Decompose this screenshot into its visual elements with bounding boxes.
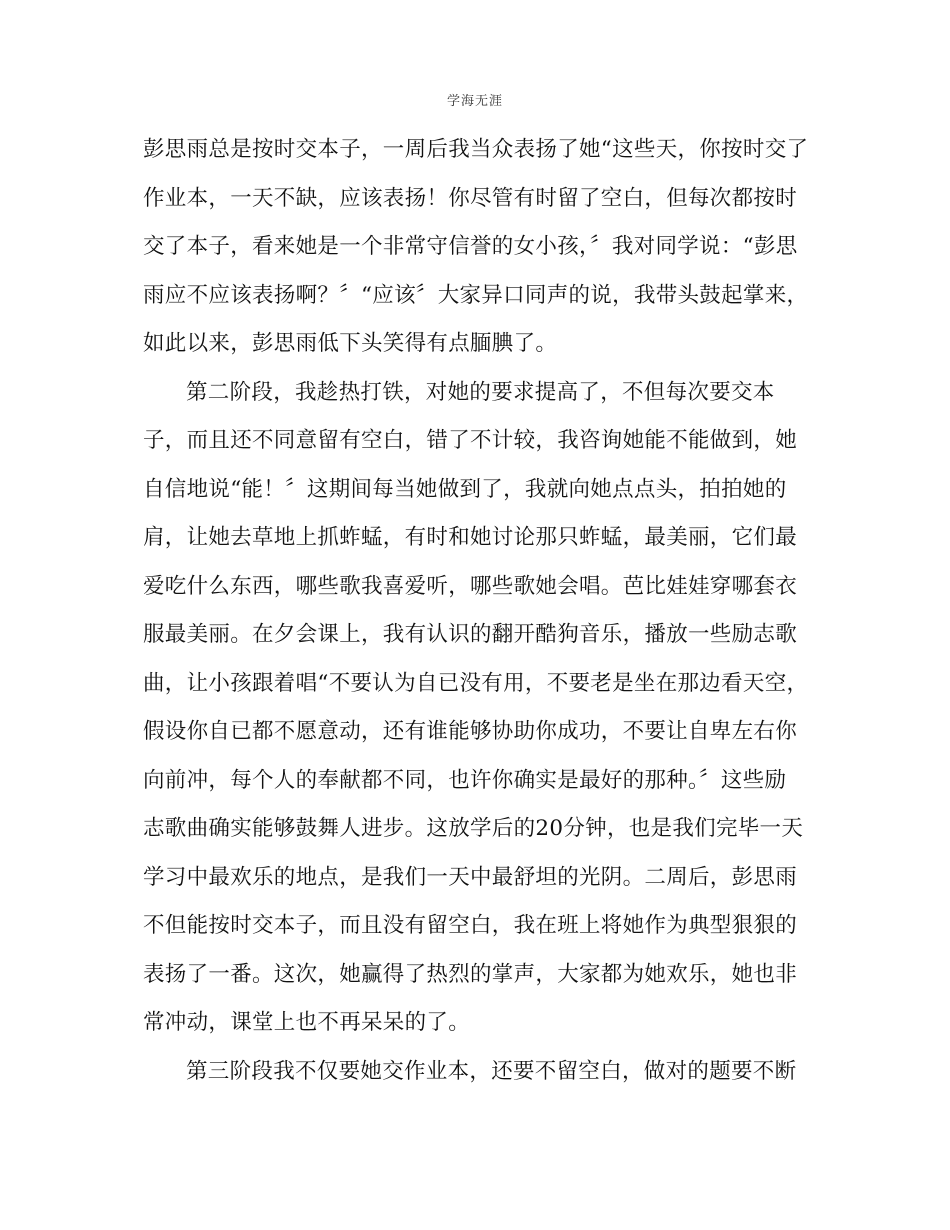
text-line: 假设你自已都不愿意动，还有谁能够协助你成功，不要让自卑左右你 [143,719,798,744]
text-line: 不但能按时交本子，而且没有留空白，我在班上将她作为典型狠狠的 [143,913,798,938]
text-line: 常冲动，课堂上也不再呆呆的了。 [143,1010,471,1035]
page-header: 学海无涯 [446,94,503,109]
text-line: 服最美丽。在夕会课上，我有认识的翻开酷狗音乐，播放一些励志歌 [143,622,798,647]
paragraph-start-line: 第二阶段，我趁热打铁，对她的要求提高了，不但每次要交本 [186,379,775,405]
text-line: 子，而且还不同意留有空白，错了不计较，我咨询她能不能做到，她 [143,428,798,453]
text-line: 表扬了一番。这次，她赢得了热烈的掌声，大家都为她欢乐，她也非 [143,961,798,987]
text-line: 肩，让她去草地上抓蚱蜢，有时和她讨论那只蚱蜢，最美丽，它们最 [143,525,798,550]
text-line: 作业本，一天不缺，应该表扬！你尽管有时留了空白，但每次都按时 [143,185,798,211]
text-line: 交了本子，看来她是一个非常守信誉的女小孩，〞我对同学说：“彭思 [143,234,798,259]
text-line: 向前冲，每个人的奉献都不同，也许你确实是最好的那种。〞这些励 [143,767,787,793]
text-line: 彭思雨总是按时交本子，一周后我当众表扬了她“这些天，你按时交了 [143,137,809,162]
text-line: 曲，让小孩跟着唱“不要认为自已没有用，不要老是坐在那边看天空， [143,670,809,696]
text-line: 学习中最欢乐的地点，是我们一天中最舒坦的光阴。二周后，彭思雨 [143,864,798,890]
paragraph-start-line: 第三阶段我不仅要她交作业本，还要不留空白，做对的题要不断 [186,1058,797,1084]
text-line: 雨应不应该表扬啊？〞“应该〞大家异口同声的说，我带头鼓起掌来， [143,282,809,308]
text-line: 志歌曲确实能够鼓舞人进步。这放学后的20分钟，也是我们完毕一天 [143,816,804,841]
document-body [143,126,823,1096]
text-line: 自信地说“能！〞这期间每当她做到了，我就向她点点头，拍拍她的 [143,476,787,502]
text-line: 如此以来，彭思雨低下头笑得有点腼腆了。 [143,331,558,356]
text-line: 爱吃什么东西，哪些歌我喜爱听，哪些歌她会唱。芭比娃娃穿哪套衣 [143,573,798,599]
